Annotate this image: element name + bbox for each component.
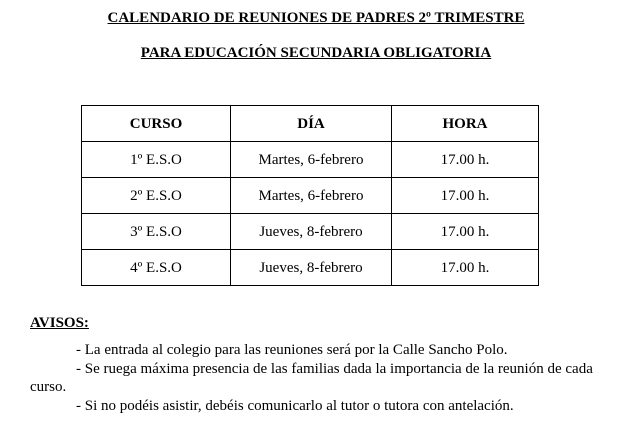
column-header-hora: HORA: [392, 106, 539, 142]
avisos-list: [30, 341, 625, 415]
table-row: [82, 250, 539, 286]
column-header-dia: DÍA: [231, 106, 392, 142]
cell-dia: Jueves, 8-febrero: [231, 214, 392, 250]
cell-curso: 3º E.S.O: [82, 214, 231, 250]
cell-hora: 17.00 h.: [392, 214, 539, 250]
column-header-curso: CURSO: [82, 106, 231, 142]
cell-hora: 17.00 h.: [392, 250, 539, 286]
cell-dia: Martes, 6-febrero: [231, 142, 392, 178]
cell-curso: 4º E.S.O: [82, 250, 231, 286]
aviso-item: - Se ruega máxima presencia de las familias dada la importancia de la reunión de cada curso.: [30, 360, 593, 395]
avisos-heading: AVISOS:: [30, 315, 89, 331]
cell-curso: 1º E.S.O: [82, 142, 231, 178]
aviso-item: - Si no podéis asistir, debéis comunicarlo al tutor o tutora con antelación.: [76, 397, 514, 414]
table-header-row: [82, 106, 539, 142]
cell-dia: Jueves, 8-febrero: [231, 250, 392, 286]
table-row: [82, 214, 539, 250]
schedule-table: [81, 105, 539, 286]
aviso-item: - La entrada al colegio para las reuniones será por la Calle Sancho Polo.: [76, 342, 508, 358]
cell-dia: Martes, 6-febrero: [231, 178, 392, 214]
table-row: [82, 178, 539, 214]
cell-hora: 17.00 h.: [392, 178, 539, 214]
document-title: CALENDARIO DE REUNIONES DE PADRES 2º TRIMESTRE: [107, 10, 525, 26]
table-row: [82, 142, 539, 178]
document-subtitle: PARA EDUCACIÓN SECUNDARIA OBLIGATORIA: [140, 45, 492, 61]
cell-curso: 2º E.S.O: [82, 178, 231, 214]
cell-hora: 17.00 h.: [392, 142, 539, 178]
